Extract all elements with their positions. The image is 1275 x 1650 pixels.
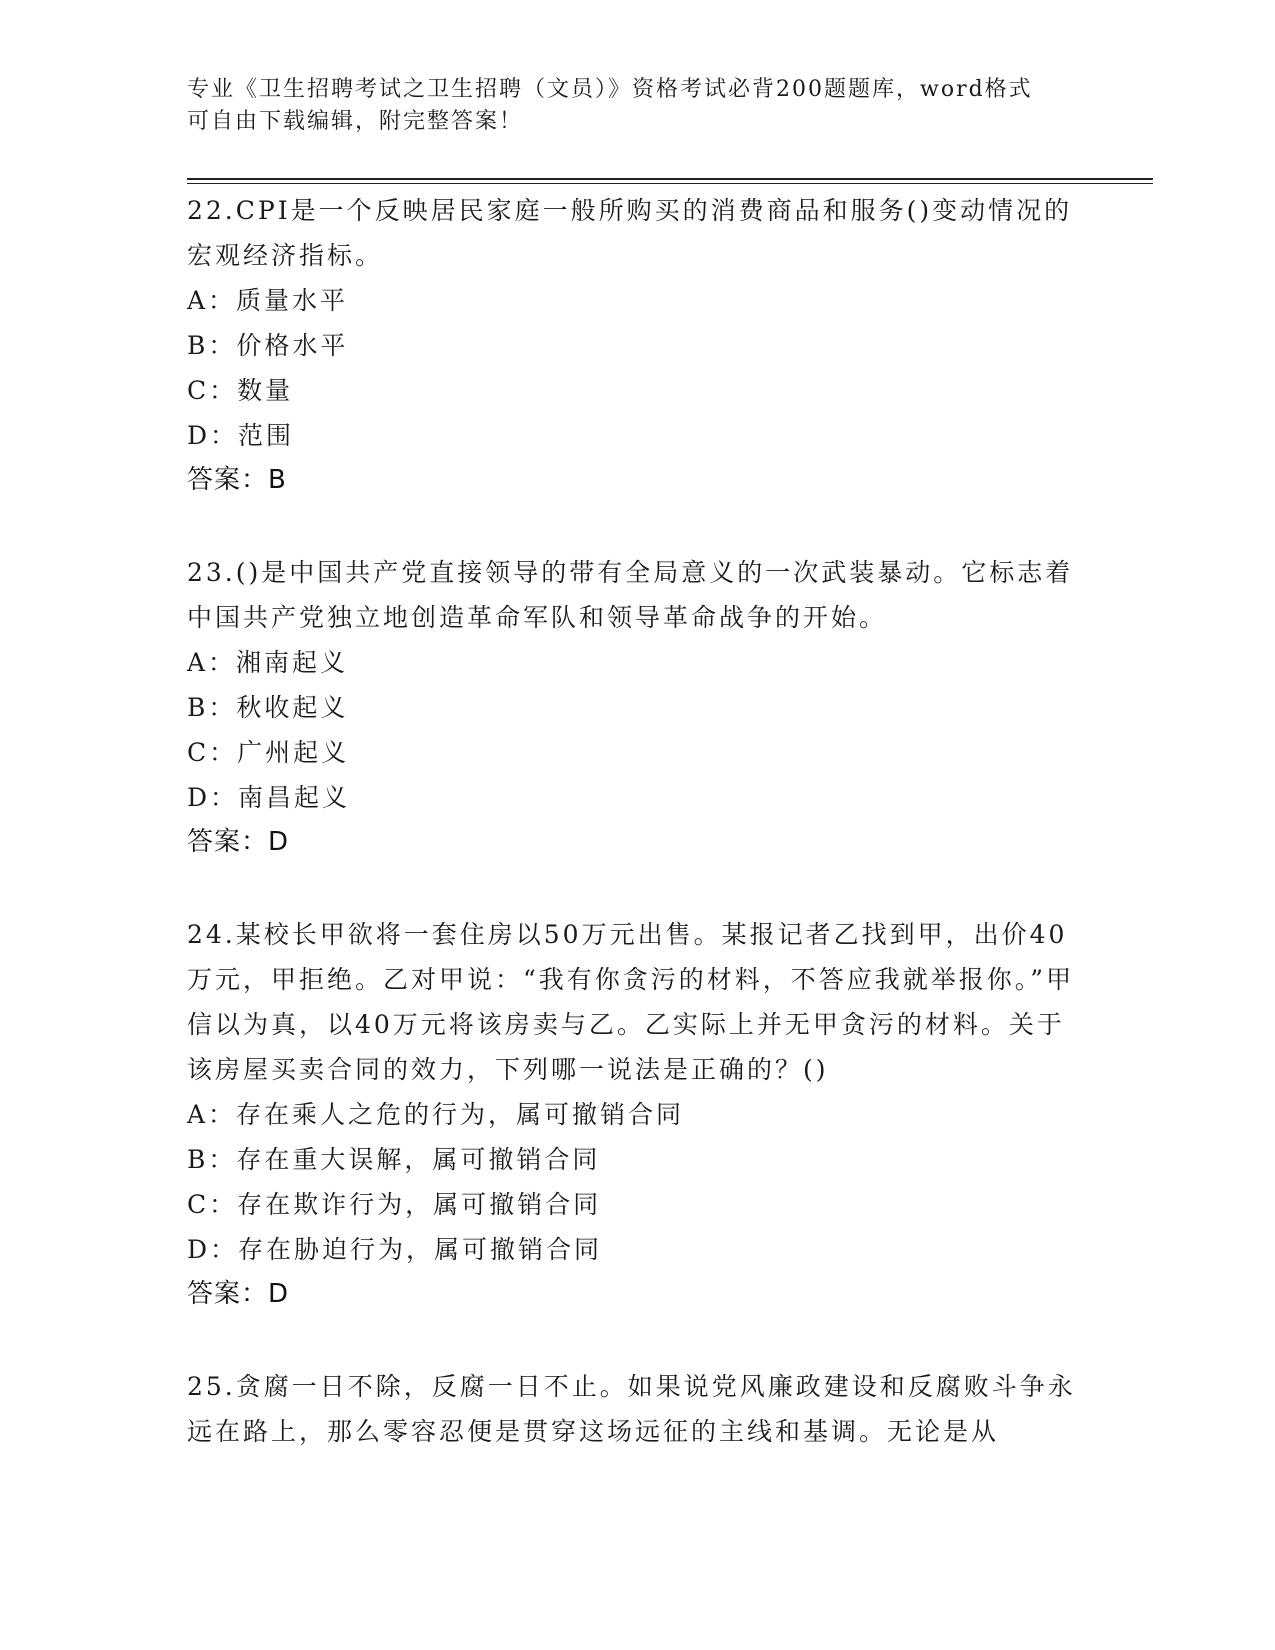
answer-line: 答案：D [187,1279,290,1309]
header-line-1: 专业《卫生招聘考试之卫生招聘（文员）》资格考试必背200题题库，word格式 [187,77,1033,102]
question-23 [187,550,1087,865]
question-25 [187,1364,1087,1454]
answer-line: 答案：D [187,827,290,857]
header-divider-thick [187,178,1153,180]
option-d: D：存在胁迫行为，属可撤销合同 [187,1235,603,1264]
option-c: C：广州起义 [187,738,350,767]
question-stem: 24.某校长甲欲将一套住房以50万元出售。某报记者乙找到甲，出价40万元，甲拒绝。乙对甲说：“我有你贪污的材料，不答应我就举报你。”甲信以为真，以40万元将该房卖与乙。乙实际上并无甲贪污的材料。关于该房屋买卖合同的效力，下列哪一说法是正确的？() [187,920,1075,1084]
answer-line: 答案：B [187,465,287,495]
question-list [187,188,1087,1501]
option-d: D：南昌起义 [187,783,351,812]
question-22 [187,188,1087,503]
header-divider-thin [187,183,1153,184]
option-a: A：存在乘人之危的行为，属可撤销合同 [187,1100,685,1129]
header-line-2: 可自由下载编辑，附完整答案！ [187,109,524,134]
option-a: A：质量水平 [187,286,349,315]
option-b: B：价格水平 [187,331,349,360]
question-stem: 25.贪腐一日不除，反腐一日不止。如果说党风廉政建设和反腐败斗争永远在路上，那么零容忍便是贯穿这场远征的主线和基调。无论是从 [187,1372,1076,1446]
document-header [187,74,1067,138]
question-stem: 22.CPI是一个反映居民家庭一般所购买的消费商品和服务()变动情况的宏观经济指标。 [187,196,1073,270]
question-24 [187,912,1087,1317]
question-stem: 23.()是中国共产党直接领导的带有全局意义的一次武装暴动。它标志着中国共产党独立地创造革命军队和领导革命战争的开始。 [187,558,1074,632]
option-c: C：存在欺诈行为，属可撤销合同 [187,1190,602,1219]
option-a: A：湘南起义 [187,648,349,677]
option-b: B：秋收起义 [187,693,349,722]
option-b: B：存在重大误解，属可撤销合同 [187,1145,601,1174]
option-d: D：范围 [187,421,295,450]
option-c: C：数量 [187,376,294,405]
